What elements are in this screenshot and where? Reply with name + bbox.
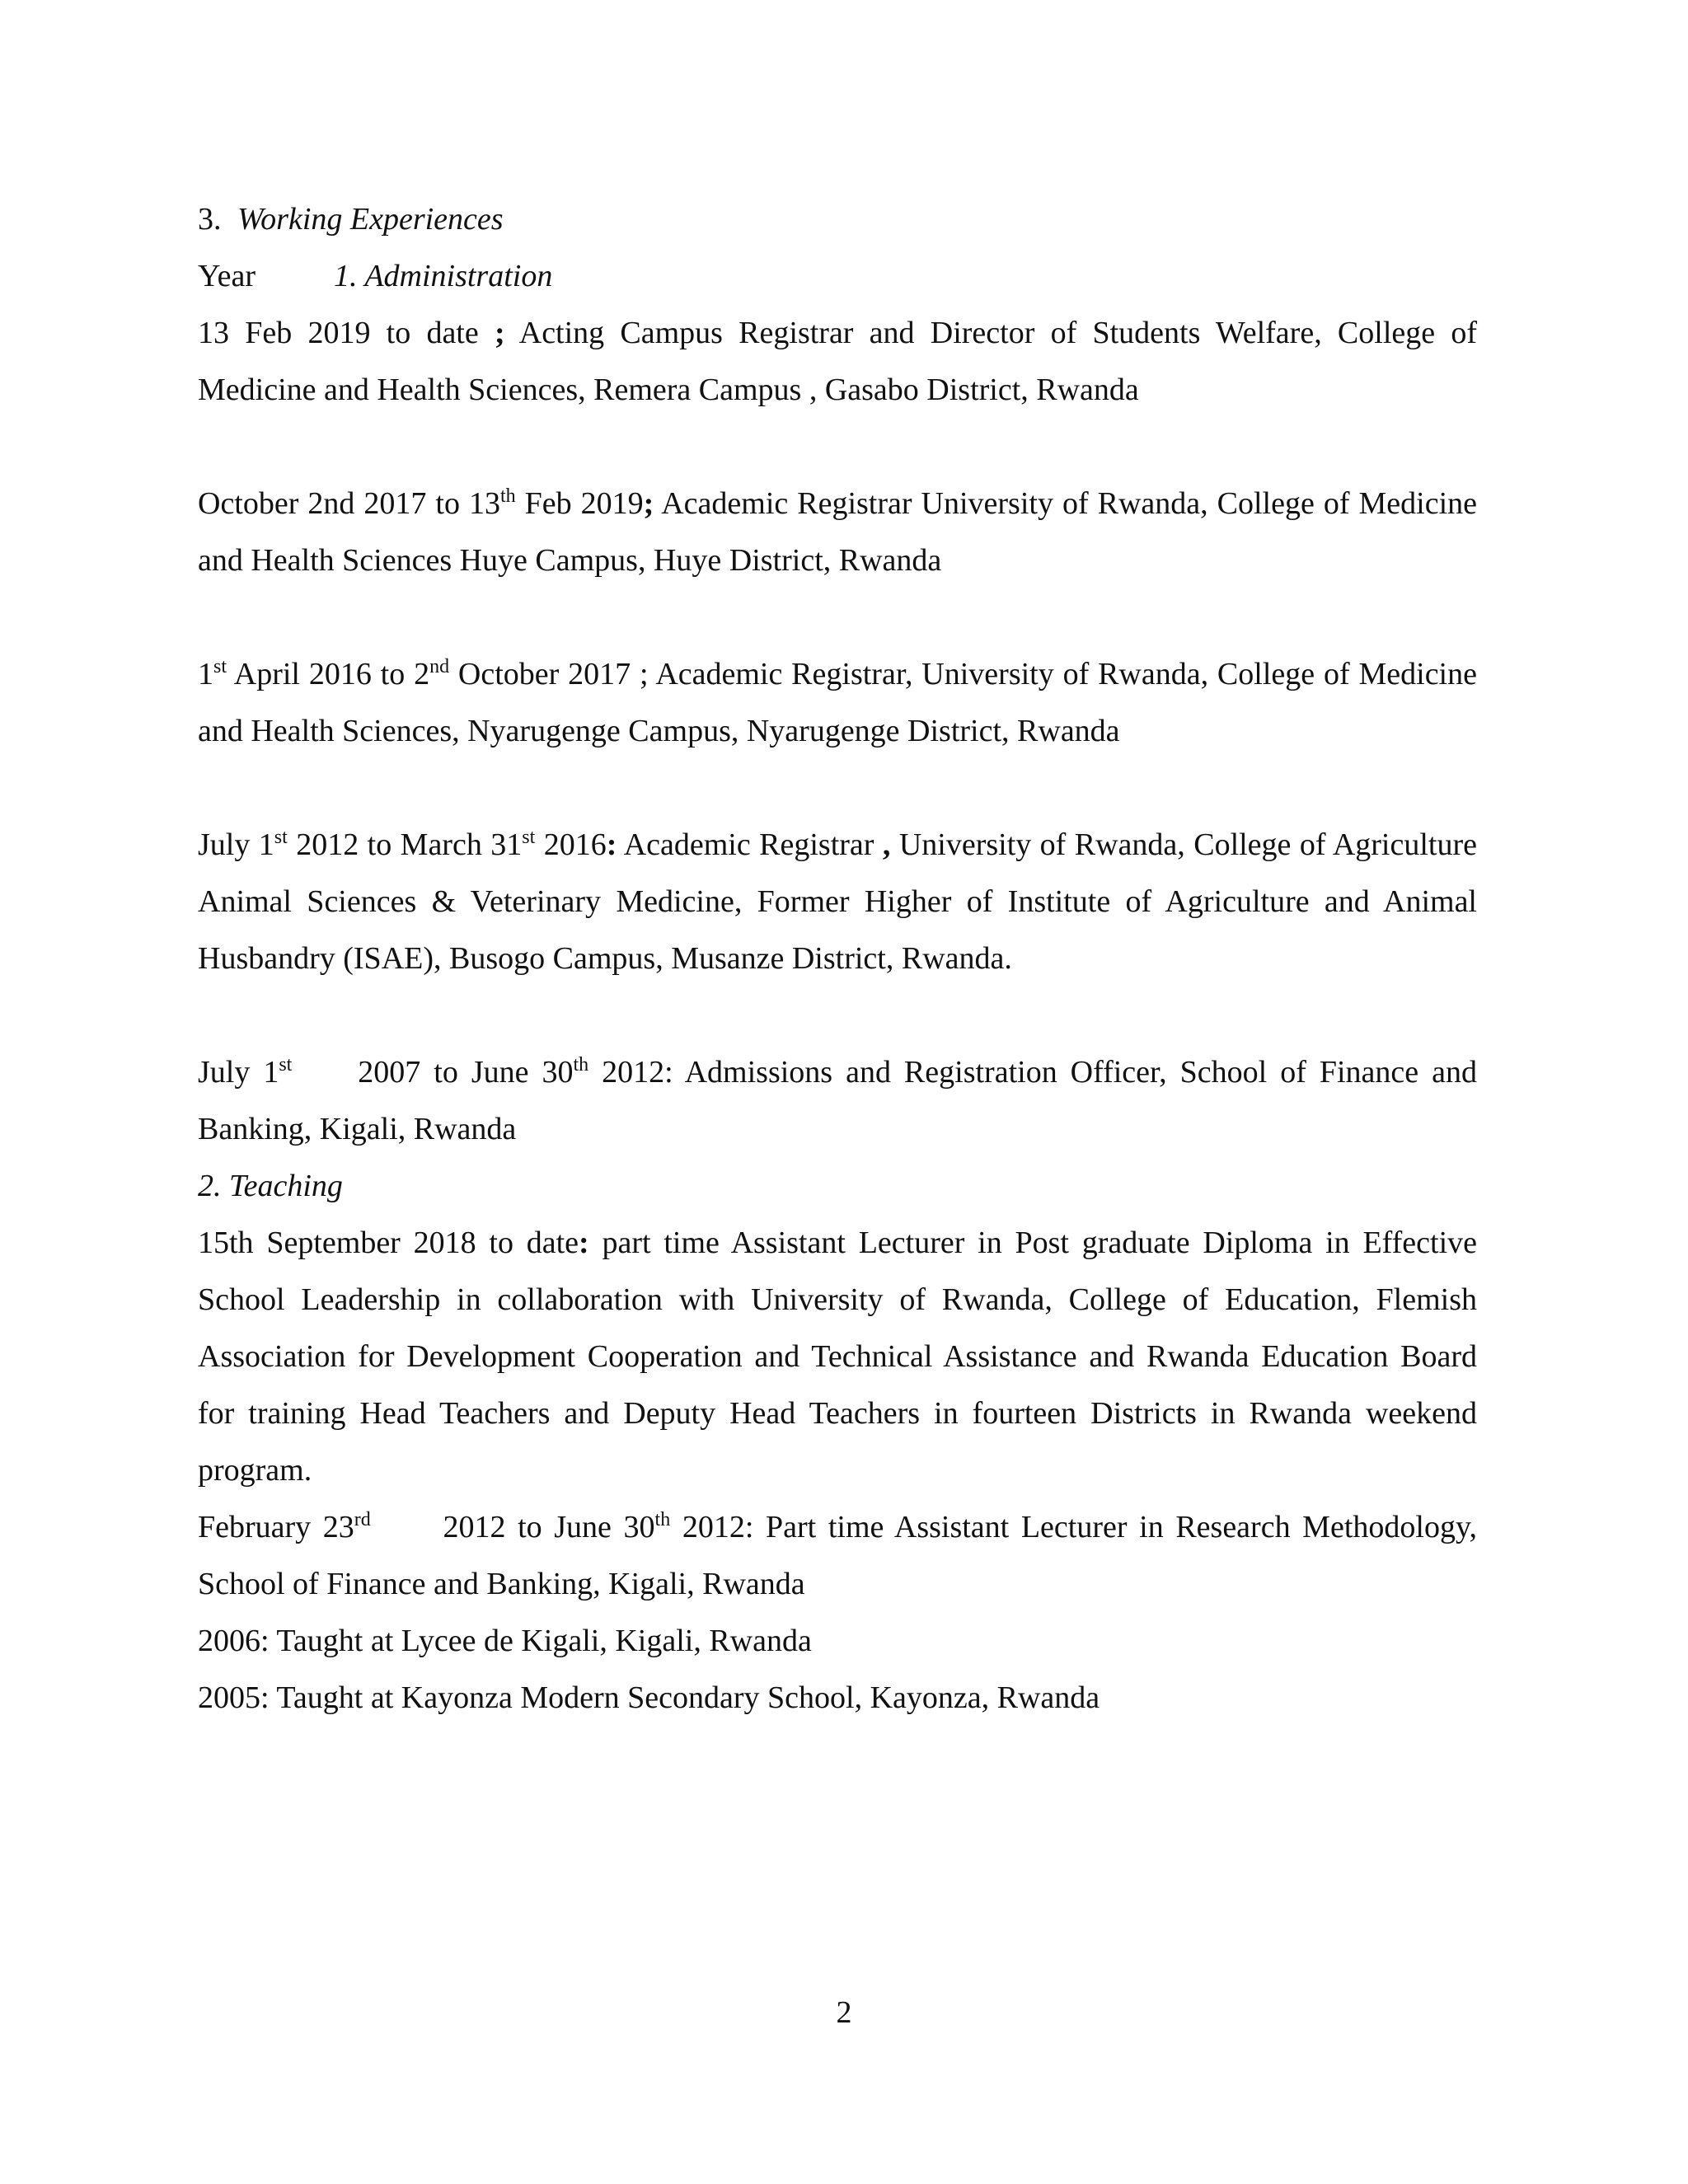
entry-date: Feb 2019 [515,486,644,521]
admin-entry-5 [198,1044,1477,1158]
entry-superscript: rd [354,1509,371,1530]
entry-date: 2016 [535,827,607,862]
admin-entry-1 [198,305,1477,419]
spacer [198,987,1477,1044]
spacer [198,589,1477,646]
entry-text: 2012: Part time Assistant Lecturer in Research Methodology, School of Finance and Banking, Kigali, Rwanda [198,1510,1477,1601]
teaching-entry-3: 2006: Taught at Lycee de Kigali, Kigali, Rwanda [198,1624,812,1658]
entry-superscript: st [274,827,288,848]
year-label: Year [198,259,256,293]
entry-superscript: th [654,1509,671,1530]
entry-text: October 2017 ; Academic Registrar, University of Rwanda, College of Medicine and Health Sciences, Nyarugenge Campus, Nyarugenge District, Rwanda [198,657,1477,748]
entry-date: 2012 to March 31 [287,827,523,862]
teaching-heading: 2. Teaching [198,1169,343,1203]
entry-text: part time Assistant Lecturer in Post graduate Diploma in Effective School Leadership in collaboration with University of Rwanda, College of Education, Flemish Association for Development Cooperation and Technical Assistance and Rwanda Education Board for training Head Teachers and Deputy Head Teachers in fourteen Districts in Rwanda weekend program. [198,1226,1477,1488]
entry-separator: : [606,827,617,862]
entry-superscript: th [573,1054,589,1076]
entry-text: Acting Campus Registrar and Director of Students Welfare, College of Medicine and Health Sciences, Remera Campus , Gasabo District, Rwanda [198,316,1477,407]
teaching-entry-4: 2005: Taught at Kayonza Modern Secondary School, Kayonza, Rwanda [198,1680,1100,1715]
entry-date: February 23 [198,1510,354,1544]
entry-date: 2007 to June 30 [292,1055,574,1090]
spacer [198,419,1477,476]
entry-date: July 1 [198,1055,279,1090]
page-number: 2 [836,1995,852,2030]
entry-separator: , [882,827,891,862]
entry-superscript: st [279,1054,293,1076]
admin-entry-2 [198,476,1477,589]
admin-entry-4 [198,817,1477,987]
entry-text: 2012: Admissions and Registration Officer, School of Finance and Banking, Kigali, Rwanda [198,1055,1477,1146]
teaching-entry-1 [198,1215,1477,1499]
entry-date: 2012 to June 30 [370,1510,655,1544]
entry-date: July 1 [198,827,274,862]
entry-date: 15th September 2018 to date [198,1226,579,1260]
entry-text: University of Rwanda, College of Agriculture Animal Sciences & Veterinary Medicine, Former Higher of Institute of Agriculture and Animal Husbandry (ISAE), Busogo Campus, Musanze District, Rwanda. [198,827,1477,976]
entry-separator: ; [643,486,654,521]
entry-date: 13 Feb 2019 to date [198,316,495,350]
section-number: 3. [198,202,222,237]
page-content [198,191,1477,1727]
section-heading [198,191,1477,248]
entry-separator: ; [494,316,505,350]
entry-separator: : [579,1226,589,1260]
entry-superscript: th [499,485,516,507]
entry-superscript: st [213,656,227,677]
administration-heading: 1. Administration [334,259,553,293]
section-title: Working Experiences [237,202,504,237]
entry-superscript: st [522,827,536,848]
entry-date: April 2016 to 2 [227,657,430,691]
spacer [198,760,1477,817]
entry-text: Academic Registrar [617,827,883,862]
entry-text: Academic Registrar University of Rwanda, College of Medicine and Health Sciences Huye Campus, Huye District, Rwanda [198,486,1478,578]
teaching-entry-2 [198,1499,1477,1613]
entry-date: October 2nd 2017 to 13 [198,486,500,521]
administration-heading-row [198,248,1477,305]
admin-entry-3 [198,646,1477,760]
entry-superscript: nd [429,656,450,677]
entry-date: 1 [198,657,213,691]
